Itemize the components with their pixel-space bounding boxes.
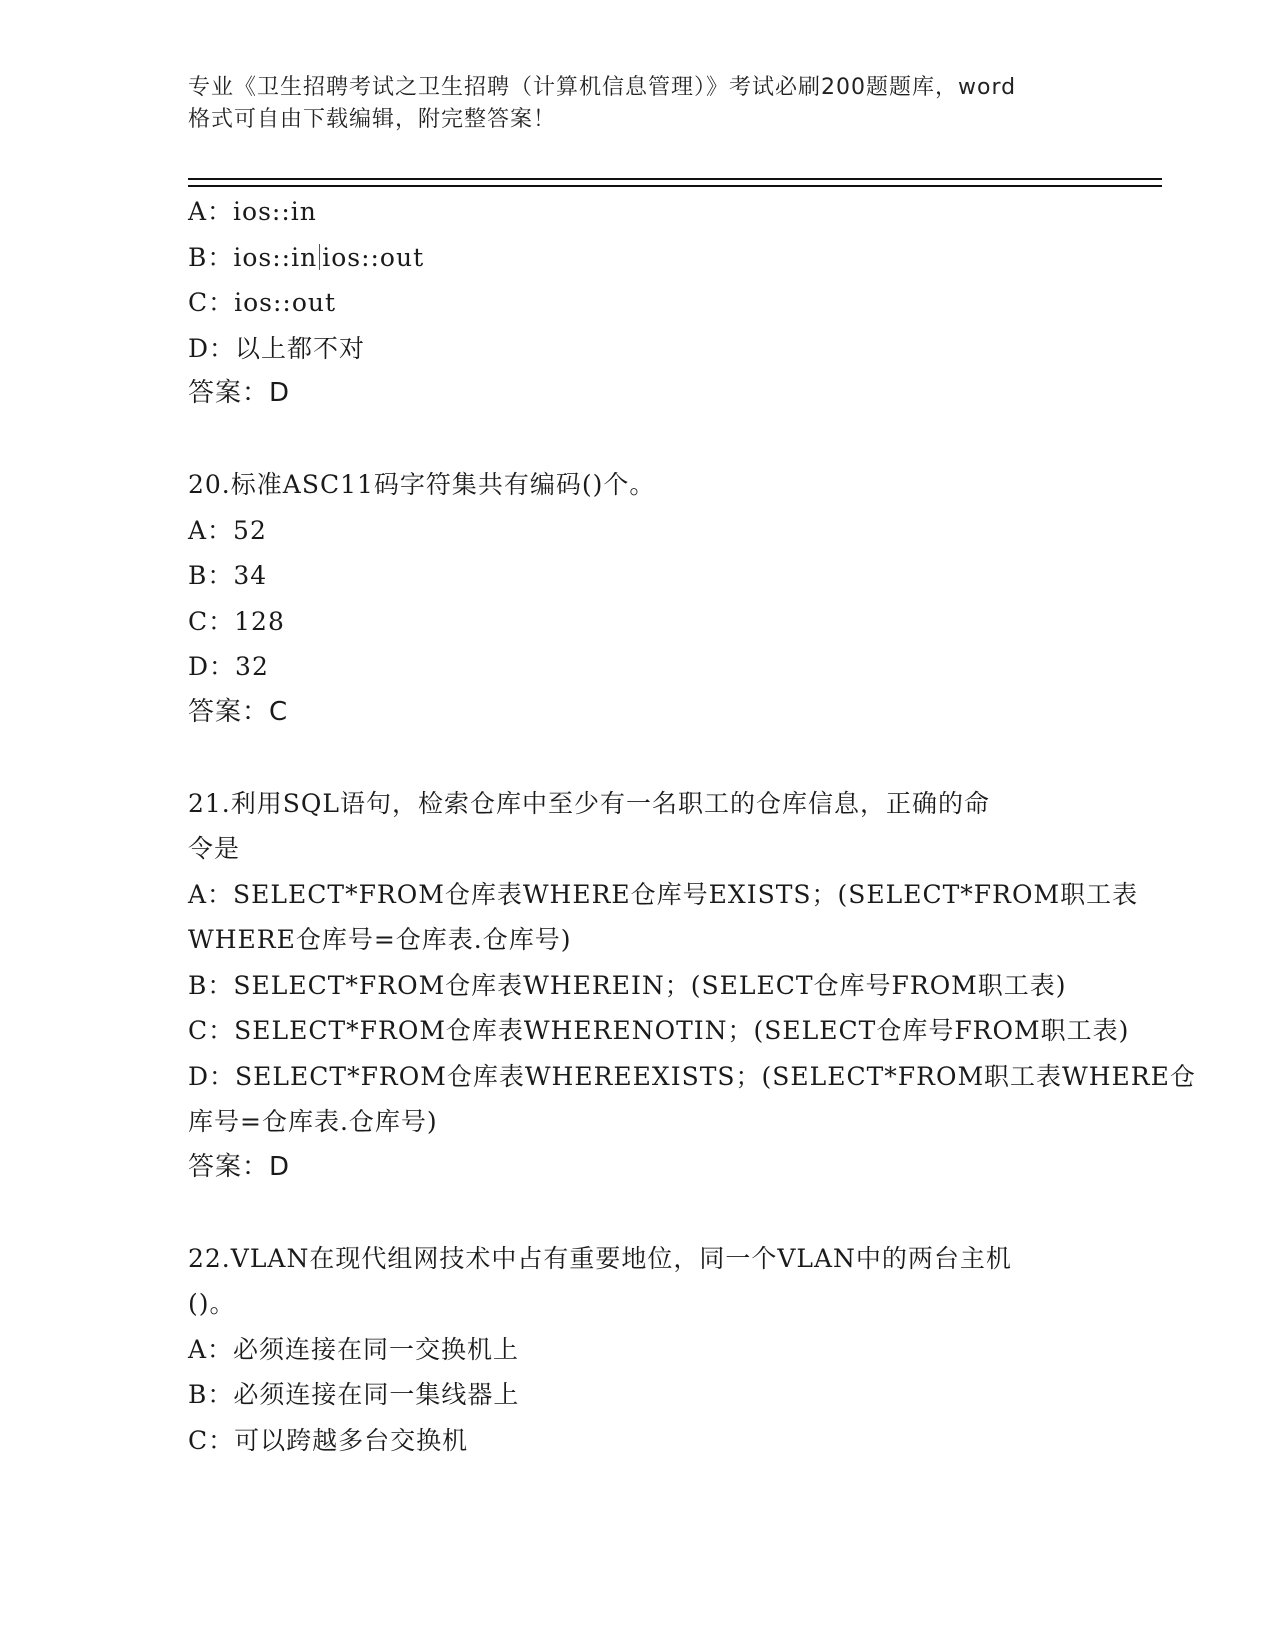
header-line-1: 专业《卫生招聘考试之卫生招聘（计算机信息管理）》考试必刷200题题库，word (188, 75, 1017, 100)
question-20 (188, 462, 1088, 735)
spacer (188, 1190, 1088, 1236)
q22-stem-line-1: 22.VLAN在现代组网技术中占有重要地位，同一个VLAN中的两台主机 (188, 1243, 1012, 1273)
q19-option-c: C：ios::out (188, 288, 337, 317)
q21-option-d-line-1: D：SELECT*FROM仓库表WHEREEXISTS；(SELECT*FROM职工表WHERE仓 (188, 1061, 1196, 1091)
question-22 (188, 1236, 1088, 1464)
q20-option-d: D：32 (188, 652, 269, 681)
q21-option-c: C：SELECT*FROM仓库表WHERENOTIN；(SELECT仓库号FROM职工表) (188, 1016, 1130, 1045)
document-header (188, 72, 1088, 136)
q20-option-b: B：34 (188, 561, 268, 590)
q22-stem-line-2: ()。 (188, 1289, 236, 1318)
q21-option-b: B：SELECT*FROM仓库表WHEREIN；(SELECT仓库号FROM职工表) (188, 970, 1067, 1000)
q19-option-d: D：以上都不对 (188, 333, 366, 363)
spacer (188, 417, 1088, 463)
pipe-separator (319, 244, 320, 270)
header-divider-bottom (188, 185, 1162, 187)
q21-stem-line-2: 令是 (188, 834, 241, 863)
q21-option-d-line-2: 库号=仓库表.仓库号) (188, 1107, 438, 1136)
q22-option-a: A：必须连接在同一交换机上 (188, 1334, 520, 1364)
q20-stem: 20.标准ASC11码字符集共有编码()个。 (188, 470, 656, 499)
q19-option-b (188, 235, 1088, 281)
q21-stem-line-1: 21.利用SQL语句，检索仓库中至少有一名职工的仓库信息，正确的命 (188, 788, 990, 818)
q19-option-a: A：ios::in (188, 197, 317, 226)
q22-option-c: C：可以跨越多台交换机 (188, 1425, 469, 1455)
header-line-2: 格式可自由下载编辑，附完整答案！ (188, 107, 557, 132)
q19-option-b-left: B：ios::in (188, 242, 318, 272)
q19-option-b-right: ios::out (322, 242, 425, 272)
q21-answer: 答案：D (188, 1151, 291, 1182)
q20-option-c: C：128 (188, 606, 285, 636)
q22-option-b: B：必须连接在同一集线器上 (188, 1380, 520, 1409)
question-19 (188, 189, 1088, 417)
question-list (188, 189, 1196, 1463)
q19-answer: 答案：D (188, 378, 291, 408)
q20-option-a: A：52 (188, 515, 267, 545)
header-divider-top (188, 178, 1162, 180)
q20-answer: 答案：C (188, 696, 289, 727)
question-21 (188, 781, 1196, 1191)
q21-option-a-line-2: WHERE仓库号=仓库表.仓库号) (188, 925, 572, 954)
spacer (188, 735, 1088, 781)
q21-option-a-line-1: A：SELECT*FROM仓库表WHERE仓库号EXISTS；(SELECT*FROM职工表 (188, 879, 1139, 909)
